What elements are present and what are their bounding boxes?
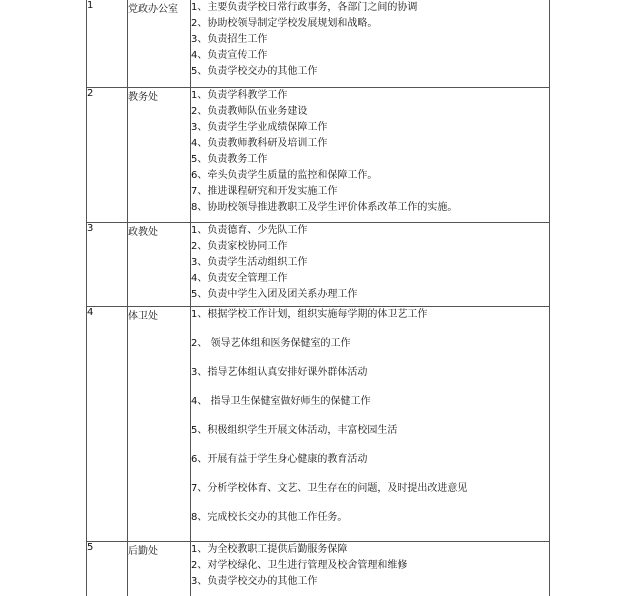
department-duty-table	[86, 0, 550, 596]
table-row	[87, 222, 550, 306]
duty-item: 2、负责教师队伍业务建设	[191, 105, 308, 117]
row-number: 2	[87, 87, 128, 222]
duty-item: 8、完成校长交办的其他工作任务。	[191, 511, 348, 523]
row-number: 3	[87, 222, 128, 306]
duty-item: 5、负责中学生入团及团关系办理工作	[191, 288, 358, 300]
duty-item: 6、牵头负责学生质量的监控和保障工作。	[191, 169, 378, 181]
table-row	[87, 87, 550, 222]
duty-item: 3、指导艺体组认真安排好课外群体活动	[191, 366, 368, 378]
duty-item: 5、负责学校交办的其他工作	[191, 66, 318, 77]
table-row	[87, 306, 550, 541]
duty-list	[191, 541, 550, 596]
duty-item: 3、负责招生工作	[191, 34, 268, 45]
duty-item: 1、负责德育、少先队工作	[191, 224, 308, 236]
duty-item: 2、 领导艺体组和医务保健室的工作	[191, 337, 351, 349]
duty-item: 7、推进课程研究和开发实施工作	[191, 185, 338, 197]
duty-item: 4、 指导卫生保健室做好师生的保健工作	[191, 395, 371, 407]
department-name: 党政办公室	[128, 0, 191, 87]
duty-list	[191, 222, 550, 306]
duty-item: 3、负责学生活动组织工作	[191, 256, 308, 268]
row-number: 1	[87, 0, 128, 87]
duty-item: 3、负责学校交办的其他工作	[191, 575, 318, 587]
duty-item: 4、负责安全管理工作	[191, 272, 288, 284]
row-number: 5	[87, 541, 128, 596]
duty-item: 5、积极组织学生开展文体活动，丰富校园生活	[191, 424, 398, 436]
duty-item: 1、主要负责学校日常行政事务，各部门之间的协调	[191, 2, 418, 13]
duty-item: 2、负责家校协同工作	[191, 240, 288, 252]
department-name: 后勤处	[128, 541, 191, 596]
duty-item: 2、协助校领导制定学校发展规划和战略。	[191, 18, 378, 29]
duty-item: 7、分析学校体育、文艺、卫生存在的问题，及时提出改进意见	[191, 482, 468, 494]
duty-item: 1、负责学科教学工作	[191, 89, 288, 101]
duty-item: 1、根据学校工作计划，组织实施每学期的体卫艺工作	[191, 308, 428, 320]
duty-item: 2、对学校绿化、卫生进行管理及校舍管理和维修	[191, 559, 408, 571]
department-name: 体卫处	[128, 306, 191, 541]
duty-item: 8、协助校领导推进教职工及学生评价体系改革工作的实施。	[191, 201, 458, 213]
duty-item: 3、负责学生学业成绩保障工作	[191, 121, 328, 133]
duty-list	[191, 0, 550, 87]
duty-list	[191, 87, 550, 222]
table-row	[87, 0, 550, 87]
row-number: 4	[87, 306, 128, 541]
table-row	[87, 541, 550, 596]
duty-item: 6、开展有益于学生身心健康的教育活动	[191, 453, 368, 465]
department-name: 政教处	[128, 222, 191, 306]
duty-list	[191, 306, 550, 541]
duty-item: 5、负责教务工作	[191, 153, 268, 165]
duty-item: 4、负责宣传工作	[191, 50, 268, 61]
department-name: 教务处	[128, 87, 191, 222]
duty-item: 4、负责教师教科研及培训工作	[191, 137, 328, 149]
duty-item: 1、为全校教职工提供后勤服务保障	[191, 543, 348, 555]
